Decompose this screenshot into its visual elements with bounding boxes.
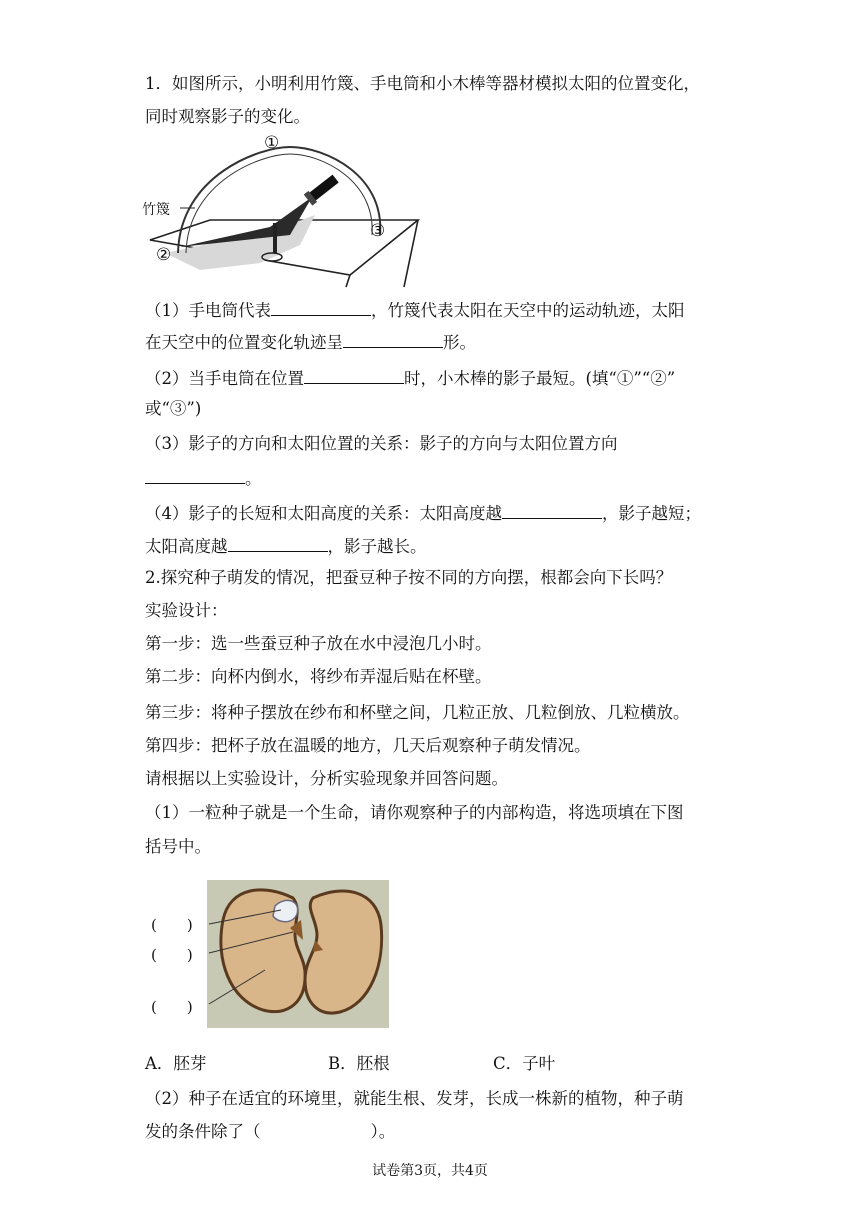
q1-part3-line2 (145, 467, 262, 489)
q2-step3: 第三步：将种子摆放在纱布和杯壁之间，几粒正放、几粒倒放、几粒横放。 (145, 703, 690, 722)
q2-part2-text-b: ）。 (370, 1122, 396, 1141)
position-3-mark: ③ (370, 221, 386, 241)
answer-blank[interactable] (304, 367, 404, 384)
answer-blank[interactable] (228, 535, 328, 552)
q1-part4-text-d: ，影子越长。 (327, 537, 427, 556)
q2-part1-line2: 括号中。 (145, 837, 211, 856)
answer-blank[interactable] (271, 299, 371, 316)
q1-part4-line2 (145, 535, 427, 557)
q2-part2-line1: （2）种子在适宜的环境里，就能生根、发芽，长成一株新的植物，种子萌 (145, 1089, 684, 1108)
q1-part1-text-c: 在天空中的位置变化轨迹呈 (145, 333, 343, 352)
option-c[interactable]: C．子叶 (493, 1054, 556, 1073)
answer-blank[interactable] (145, 467, 245, 484)
q1-part4-line1 (145, 502, 701, 524)
q2-part2-line2 (145, 1122, 395, 1142)
q1-part1-line1 (145, 299, 685, 321)
page-footer: 试卷第3页，共4页 (372, 1163, 488, 1179)
option-a[interactable]: A．胚芽 (145, 1054, 207, 1073)
q1-part4-text-b: ，影子越短； (602, 504, 701, 523)
q1-part2-line2: 或“③”) (145, 399, 202, 418)
zhumie-label: 竹篾 (142, 202, 170, 218)
q2-part2-text-a: 发的条件除了（ (145, 1122, 261, 1141)
q2-stem: 2.探究种子萌发的情况，把蚕豆种子按不同的方向摆，根都会向下长吗？ (145, 568, 673, 587)
q1-part2-text-a: （2）当手电筒在位置 (145, 369, 304, 388)
bamboo-arc-illustration (140, 135, 430, 290)
position-2-mark: ② (156, 245, 172, 265)
q1-part1-text-a: （1）手电筒代表 (145, 301, 271, 320)
answer-blank[interactable] (343, 331, 443, 348)
q1-part2-text-b: 时，小木棒的影子最短。(填“①”“②” (404, 369, 676, 388)
q1-part3-text-b: 。 (245, 469, 262, 488)
answer-blank[interactable] (502, 502, 602, 519)
option-b[interactable]: B．胚根 (328, 1054, 390, 1073)
q1-part1-text-d: 形。 (443, 333, 476, 352)
q2-seed-figure (145, 880, 395, 1030)
q1-part2-line1 (145, 367, 675, 389)
q2-step2: 第二步：向杯内倒水，将纱布弄湿后贴在杯壁。 (145, 667, 492, 686)
q1-part4-text-a: （4）影子的长短和太阳高度的关系：太阳高度越 (145, 504, 502, 523)
q1-part3-line1: （3）影子的方向和太阳位置的关系：影子的方向与太阳位置方向 (145, 434, 618, 453)
q2-step1: 第一步：选一些蚕豆种子放在水中浸泡几小时。 (145, 634, 492, 653)
position-1-mark: ① (264, 133, 280, 153)
q1-part4-text-c: 太阳高度越 (145, 537, 228, 556)
q2-instruction: 请根据以上实验设计，分析实验现象并回答问题。 (145, 769, 508, 788)
seed-bracket-1[interactable]: ( ) (151, 916, 193, 934)
q1-figure-bamboo-arc (140, 135, 430, 290)
q2-part1-line1: （1）一粒种子就是一个生命，请你观察种子的内部构造，将选项填在下图 (145, 803, 684, 822)
q1-part1-text-b: ，竹篾代表太阳在天空中的运动轨迹，太阳 (371, 301, 685, 320)
q2-design-label: 实验设计： (145, 601, 228, 620)
seed-bracket-2[interactable]: ( ) (151, 946, 193, 964)
q1-stem-line2: 同时观察影子的变化。 (145, 107, 310, 126)
seed-bracket-3[interactable]: ( ) (151, 998, 193, 1016)
q1-stem-line1: 1．如图所示，小明利用竹篾、手电筒和小木棒等器材模拟太阳的位置变化， (145, 74, 700, 93)
q1-part1-line2 (145, 331, 476, 353)
q2-step4: 第四步：把杯子放在温暖的地方，几天后观察种子萌发情况。 (145, 736, 591, 755)
